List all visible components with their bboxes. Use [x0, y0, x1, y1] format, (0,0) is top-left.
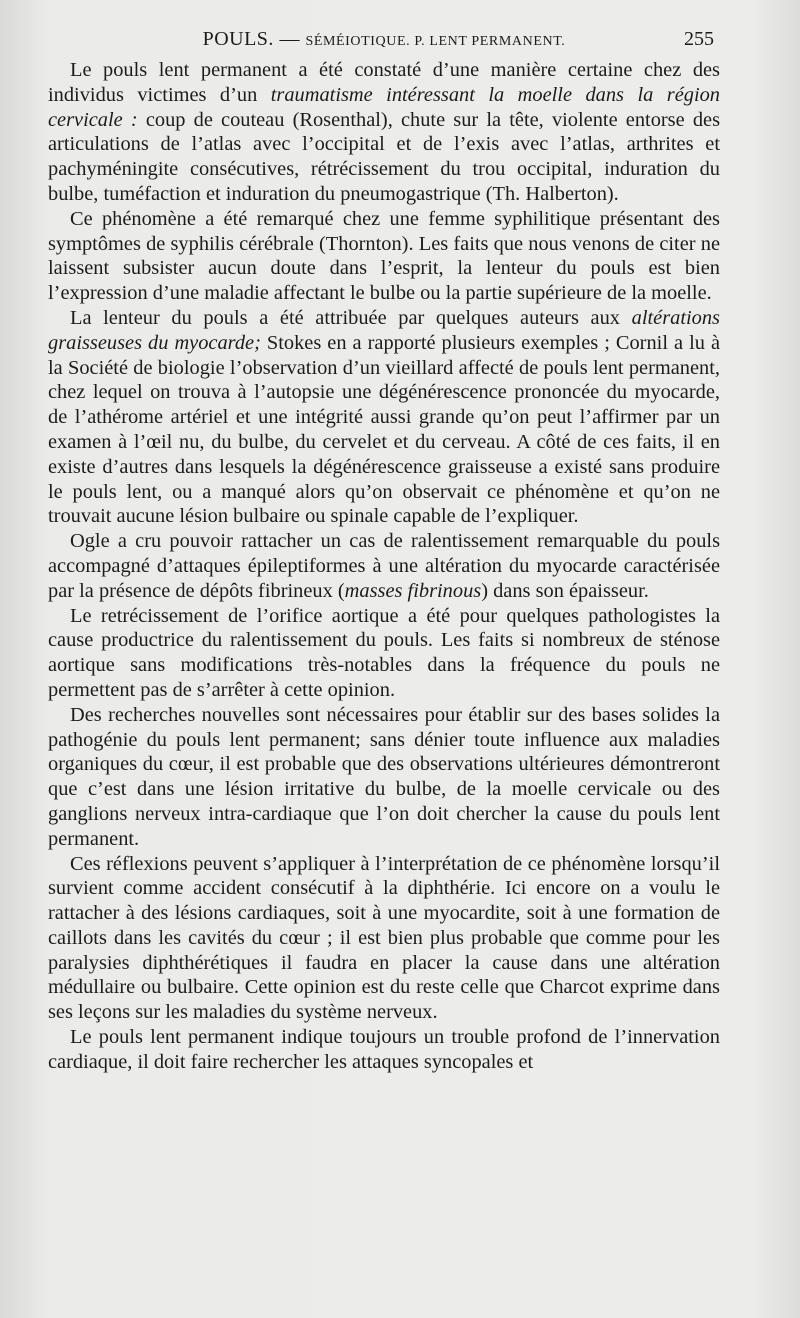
text-run: ) dans son épaisseur.	[481, 579, 649, 602]
paragraph-3	[48, 306, 720, 529]
paragraph-1	[48, 58, 720, 207]
text-run: Des recherches nouvelles sont nécessaires pour établir sur des bases solides la pathogénie du pouls lent permanent; sans dénier toute influence aux maladies organiques du cœur, il est probable que des observations ultérieures démontreront que c’est dans une lésion irritative du bulbe, de la moelle cervicale ou des ganglions nerveux intra-cardiaque que l’on doit chercher la cause du pouls lent permanent.	[48, 703, 720, 850]
text-run: coup de couteau (Rosenthal), chute sur la tête, violente entorse des articulations de l’atlas avec l’occipital et de l’exis avec l’atlas, arthrites et pachyméningite consécutives, rétrécissement du trou occipital, induration du bulbe, tuméfaction et induration du pneumogastrique (Th. Halberton).	[48, 108, 721, 205]
running-header	[48, 26, 720, 56]
paragraph-5	[48, 604, 720, 703]
page-number: 255	[684, 28, 714, 50]
paragraph-6	[48, 703, 720, 852]
italic-run: masses fibrinous	[344, 579, 482, 602]
text-run: Le retrécissement de l’orifice aortique a été pour quelques pathologistes la cause productrice du ralentissement du pouls. Les faits si nombreux de sténose aortique sans modifications très-notables dans la fréquence du pouls ne permettent pas de s’arrêter à cette opinion.	[48, 604, 720, 701]
text-run: Ces réflexions peuvent s’appliquer à l’interprétation de ce phénomène lorsqu’il survient comme accident consécutif à la diphthérie. Ici encore on a voulu le rattacher à des lésions cardiaques, soit à une myocardite, soit à une formation de caillots dans les cavités du cœur ; il est bien plus probable que comme pour les paralysies diphthérétiques il faudra en placer la cause dans une altération médullaire ou bulbaire. Cette opinion est du reste celle que Charcot exprime dans ses leçons sur les maladies du système nerveux.	[48, 852, 720, 1024]
text-run: La lenteur du pouls a été attribuée par quelques auteurs aux	[70, 306, 632, 329]
paragraph-4	[48, 529, 720, 603]
italic-run: traumatisme intéressant la moelle dans la région cervicale :	[48, 83, 720, 131]
text-run: Ce phénomène a été remarqué chez une femme syphilitique présentant des symptômes de syphilis cérébrale (Thornton). Les faits que nous venons de citer ne laissent subsister aucun doute dans l’esprit, la lenteur du pouls est bien l’expression d’une maladie affectant le bulbe ou la partie supérieure de la moelle.	[48, 207, 720, 305]
text-run: Le pouls lent permanent indique toujours un trouble profond de l’innervation cardiaque, il doit faire rechercher les attaques syncopales et	[48, 1026, 720, 1073]
text-run: Stokes en a rapporté plusieurs exemples ; Cornil a lu à la Société de biologie l’observation d’un vieillard affecté de pouls lent permanent, chez lequel on trouva à l’autopsie une dégénérescence prononcée du myocarde, de l’athérome artériel et une intégrité aussi grande qu’on peut l’affirmer par un examen à l’œil nu, du bulbe, du cervelet et du cerveau. A côté de ces faits, il en existe d’autres dans lesquels la dégénérescence graisseuse a existé sans produire le pouls lent, ou a manqué alors qu’on observait ce phénomène et qu’on ne trouvait aucune lésion bulbaire ou spinale capable de l’expliquer.	[48, 331, 720, 528]
header-separator: —	[273, 28, 306, 50]
text-run: Ogle a cru pouvoir rattacher un cas de ralentissement remarquable du pouls accompagné d’attaques épileptiformes à une altération du myocarde caractérisée par la présence de dépôts fibrineux (	[48, 530, 720, 602]
text-run: Le pouls lent permanent a été constaté d’une manière certaine chez des individus victimes d’un	[48, 59, 720, 106]
paragraph-8	[48, 1025, 720, 1075]
header-section: SÉMÉIOTIQUE. P. LENT PERMANENT.	[305, 34, 566, 49]
running-title	[48, 28, 720, 51]
header-running-title: POULS.	[202, 28, 274, 50]
body-text	[48, 58, 720, 1075]
paragraph-7	[48, 852, 720, 1026]
paragraph-2	[48, 207, 720, 306]
italic-run: altérations graisseuses du myocarde;	[48, 306, 720, 354]
